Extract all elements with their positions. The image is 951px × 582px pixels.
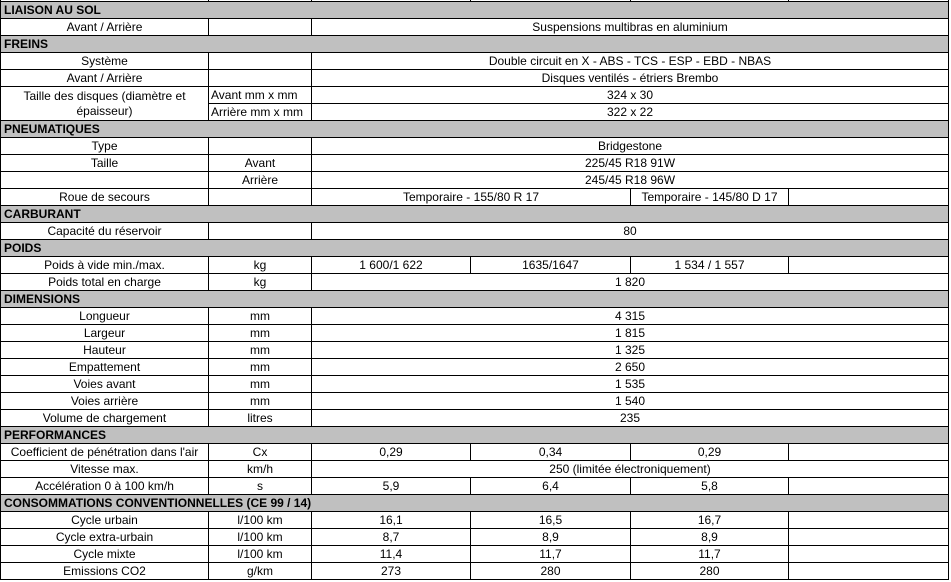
unit-cell: mm [209, 342, 312, 359]
unit-cell [209, 223, 312, 240]
table-row [1, 274, 949, 291]
table-row [1, 478, 949, 495]
unit-cell [209, 19, 312, 36]
value-cell: 2 650 [312, 359, 949, 376]
row-label: Poids total en charge [1, 274, 209, 291]
value-cell: 11,4 [312, 546, 471, 563]
value-cell: 0,29 [631, 444, 789, 461]
table-row [1, 376, 949, 393]
table-row [1, 342, 949, 359]
value-cell: 5,8 [631, 478, 789, 495]
row-label: Taille des disques (diamètre et épaisseur) [1, 87, 209, 121]
row-label: Coefficient de pénétration dans l'air [1, 444, 209, 461]
value-cell: 1 600/1 622 [312, 257, 471, 274]
unit-cell [209, 189, 312, 206]
row-label: Voies avant [1, 376, 209, 393]
section-title: CONSOMMATIONS CONVENTIONNELLES (CE 99 / 14) [1, 495, 949, 512]
value-cell [789, 478, 949, 495]
row-label: Accélération 0 à 100 km/h [1, 478, 209, 495]
table-row [1, 461, 949, 478]
value-cell [789, 189, 949, 206]
value-cell: 1 815 [312, 325, 949, 342]
value-cell: Temporaire - 155/80 R 17 [312, 189, 631, 206]
section-title: LIAISON AU SOL [1, 2, 949, 19]
unit-cell: Arrière [209, 172, 312, 189]
value-cell [789, 257, 949, 274]
unit-cell [209, 138, 312, 155]
row-label: Système [1, 53, 209, 70]
table-row [1, 563, 949, 580]
section-header-poids [1, 240, 949, 257]
value-cell: 280 [631, 563, 789, 580]
unit-cell [209, 70, 312, 87]
value-cell: Temporaire - 145/80 D 17 [631, 189, 789, 206]
value-cell: 16,7 [631, 512, 789, 529]
row-label: Cycle urbain [1, 512, 209, 529]
value-cell: 6,4 [471, 478, 631, 495]
unit-cell: l/100 km [209, 529, 312, 546]
value-cell: 8,9 [471, 529, 631, 546]
row-label: Largeur [1, 325, 209, 342]
table-row [1, 393, 949, 410]
table-row [1, 53, 949, 70]
table-row [1, 223, 949, 240]
unit-cell: l/100 km [209, 512, 312, 529]
section-title: PERFORMANCES [1, 427, 949, 444]
value-cell [789, 512, 949, 529]
section-title: POIDS [1, 240, 949, 257]
value-cell: 273 [312, 563, 471, 580]
value-cell: Suspensions multibras en aluminium [312, 19, 949, 36]
value-cell: 4 315 [312, 308, 949, 325]
unit-cell: s [209, 478, 312, 495]
value-cell [789, 546, 949, 563]
unit-cell: Avant [209, 155, 312, 172]
value-cell: Disques ventilés - étriers Brembo [312, 70, 949, 87]
section-title: PNEUMATIQUES [1, 121, 949, 138]
value-cell: 16,1 [312, 512, 471, 529]
value-cell: Double circuit en X - ABS - TCS - ESP - EBD - NBAS [312, 53, 949, 70]
table-row [1, 308, 949, 325]
value-cell: 1 325 [312, 342, 949, 359]
table-row [1, 172, 949, 189]
value-cell: 16,5 [471, 512, 631, 529]
value-cell: 245/45 R18 96W [312, 172, 949, 189]
unit-cell: Cx [209, 444, 312, 461]
unit-cell: kg [209, 274, 312, 291]
section-header-dimensions [1, 291, 949, 308]
value-cell [789, 529, 949, 546]
unit-cell [209, 53, 312, 70]
table-row [1, 546, 949, 563]
value-cell: 280 [471, 563, 631, 580]
value-cell: 322 x 22 [312, 104, 949, 121]
row-label: Longueur [1, 308, 209, 325]
table-row [1, 70, 949, 87]
value-cell: 1635/1647 [471, 257, 631, 274]
unit-cell: mm [209, 308, 312, 325]
value-cell: 11,7 [471, 546, 631, 563]
unit-cell: mm [209, 393, 312, 410]
section-header-performances [1, 427, 949, 444]
row-label: Roue de secours [1, 189, 209, 206]
value-cell [789, 444, 949, 461]
value-cell: 1 540 [312, 393, 949, 410]
unit-cell: mm [209, 376, 312, 393]
row-label: Avant / Arrière [1, 19, 209, 36]
unit-cell: mm [209, 359, 312, 376]
value-cell: 235 [312, 410, 949, 427]
value-cell: 80 [312, 223, 949, 240]
value-cell: 1 534 / 1 557 [631, 257, 789, 274]
unit-cell: l/100 km [209, 546, 312, 563]
table-row [1, 19, 949, 36]
section-header-liaison [1, 2, 949, 19]
row-label: Cycle mixte [1, 546, 209, 563]
table-row [1, 155, 949, 172]
value-cell: Bridgestone [312, 138, 949, 155]
value-cell: 11,7 [631, 546, 789, 563]
row-label: Taille [1, 155, 209, 172]
table-row [1, 87, 949, 104]
section-title: CARBURANT [1, 206, 949, 223]
value-cell [789, 563, 949, 580]
row-label: Voies arrière [1, 393, 209, 410]
unit-cell: litres [209, 410, 312, 427]
row-label: Hauteur [1, 342, 209, 359]
row-label: Emissions CO2 [1, 563, 209, 580]
table-row [1, 512, 949, 529]
row-label: Vitesse max. [1, 461, 209, 478]
row-label: Empattement [1, 359, 209, 376]
section-header-carburant [1, 206, 949, 223]
row-label: Capacité du réservoir [1, 223, 209, 240]
table-row [1, 138, 949, 155]
section-title: FREINS [1, 36, 949, 53]
value-cell: 5,9 [312, 478, 471, 495]
value-cell: 0,34 [471, 444, 631, 461]
section-header-freins [1, 36, 949, 53]
row-label: Poids à vide min./max. [1, 257, 209, 274]
unit-cell: mm [209, 325, 312, 342]
value-cell: 0,29 [312, 444, 471, 461]
table-row [1, 257, 949, 274]
unit-cell: g/km [209, 563, 312, 580]
value-cell: 225/45 R18 91W [312, 155, 949, 172]
row-label: Volume de chargement [1, 410, 209, 427]
section-title: DIMENSIONS [1, 291, 949, 308]
unit-cell: kg [209, 257, 312, 274]
table-row [1, 325, 949, 342]
value-cell: 8,7 [312, 529, 471, 546]
value-cell: 8,9 [631, 529, 789, 546]
value-cell: 324 x 30 [312, 87, 949, 104]
table-row [1, 444, 949, 461]
table-row [1, 189, 949, 206]
row-label: Avant / Arrière [1, 70, 209, 87]
unit-cell: Avant mm x mm [209, 87, 312, 104]
table-row [1, 359, 949, 376]
row-label: Cycle extra-urbain [1, 529, 209, 546]
section-header-consommations [1, 495, 949, 512]
section-header-pneumatiques [1, 121, 949, 138]
table-row [1, 529, 949, 546]
row-label [1, 172, 209, 189]
unit-cell: Arrière mm x mm [209, 104, 312, 121]
value-cell: 1 535 [312, 376, 949, 393]
unit-cell: km/h [209, 461, 312, 478]
value-cell: 250 (limitée électroniquement) [312, 461, 949, 478]
table-row [1, 410, 949, 427]
value-cell: 1 820 [312, 274, 949, 291]
row-label: Type [1, 138, 209, 155]
